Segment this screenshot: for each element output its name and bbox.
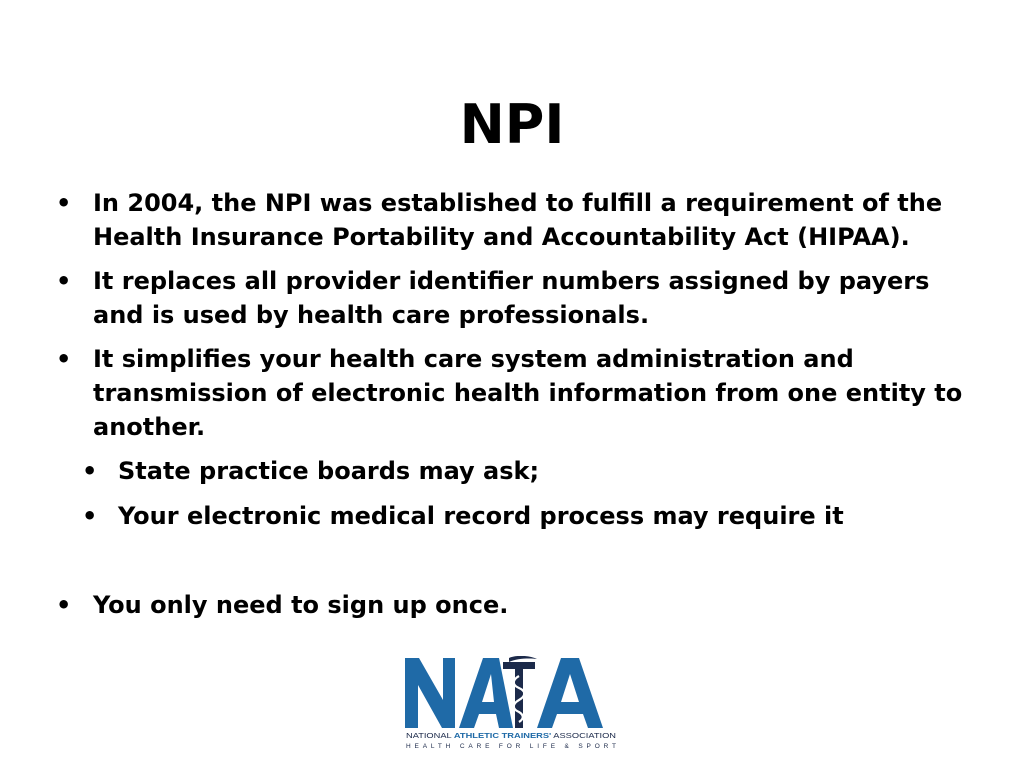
logo-letter-n: [405, 658, 455, 728]
bullet-item: [56, 186, 976, 254]
logo-association-name: NATIONAL ATHLETIC TRAINERS' ASSOCIATION: [406, 731, 605, 740]
bullet-text: Your electronic medical record process may require it: [118, 502, 844, 530]
bullet-dot: •: [82, 502, 98, 530]
bullet-item: [56, 264, 976, 332]
sub-bullet-item: [82, 454, 962, 488]
nata-logo: [405, 656, 619, 750]
bullet-dot: •: [56, 267, 72, 295]
bullet-dot: •: [56, 189, 72, 217]
logo-swoosh: [509, 656, 537, 662]
bullet-dot: •: [56, 345, 72, 373]
bullet-text: It simplifies your health care system administration and transmission of electronic health information from one entity to another.: [93, 345, 963, 441]
logo-letter-a-right: [537, 658, 603, 728]
bullet-item: [56, 342, 976, 444]
slide-title: NPI: [459, 93, 565, 157]
bullet-text: State practice boards may ask;: [118, 457, 540, 485]
bullet-dot: •: [56, 591, 72, 619]
bullet-text: You only need to sign up once.: [93, 591, 509, 619]
bullet-dot: •: [82, 457, 98, 485]
logo-tagline: HEALTH CARE FOR LIFE & SPORT: [406, 743, 616, 750]
sub-bullet-item: [82, 499, 962, 533]
bullet-text: It replaces all provider identifier numbers assigned by payers and is used by health care professionals.: [93, 267, 930, 329]
bullet-text: In 2004, the NPI was established to fulfill a requirement of the Health Insurance Portability and Accountability Act (HIPAA).: [93, 189, 943, 251]
bullet-item: [56, 588, 976, 622]
